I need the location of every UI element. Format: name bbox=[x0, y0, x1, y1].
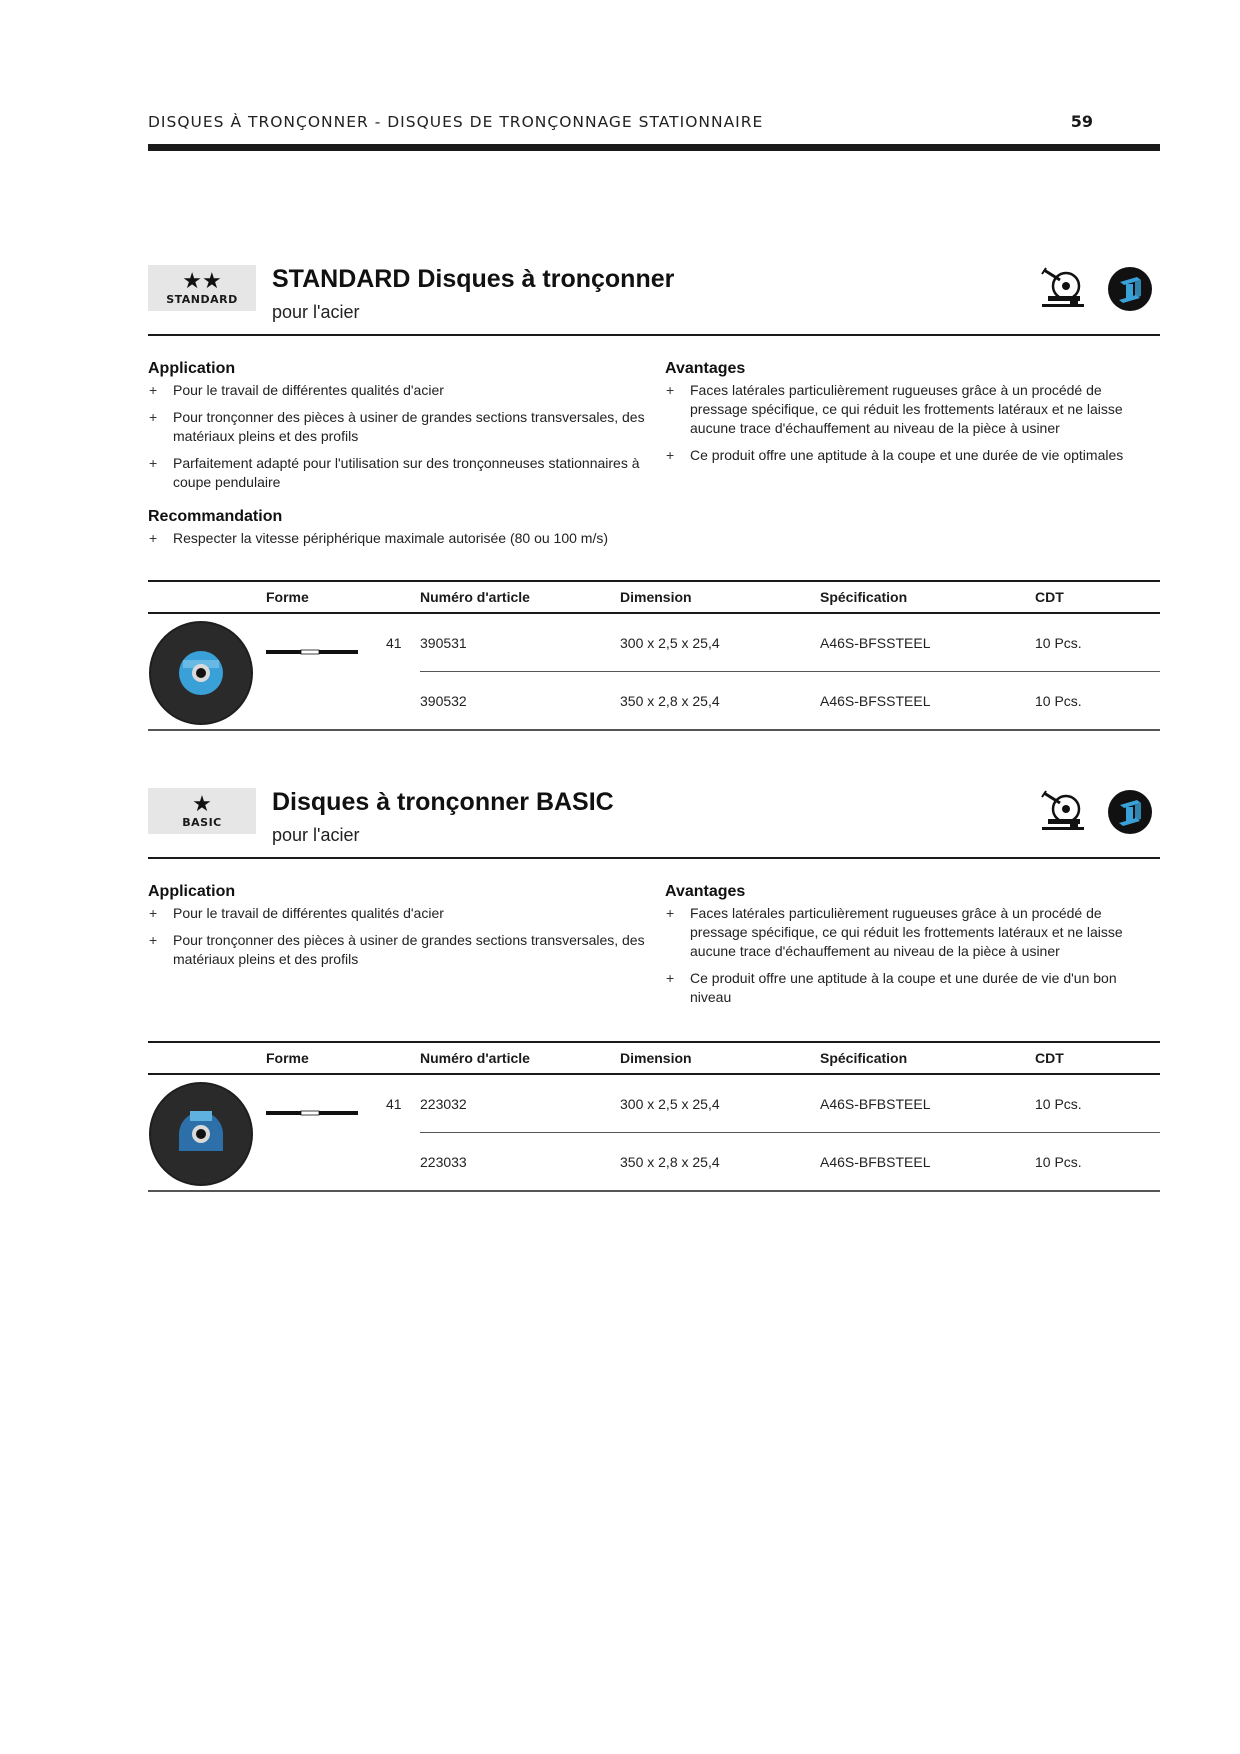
badge-stars: ★★ bbox=[182, 268, 222, 293]
list-item: + Pour le travail de différentes qualités d'acier bbox=[148, 904, 653, 923]
product-image-cell bbox=[148, 1074, 266, 1190]
col-header-specification: Spécification bbox=[820, 581, 1035, 613]
list-item: + Ce produit offre une aptitude à la coupe et une durée de vie d'un bon niveau bbox=[665, 969, 1160, 1007]
steel-material-icon bbox=[1107, 266, 1153, 312]
avantages-list bbox=[665, 904, 1160, 1007]
cdt: 10 Pcs. bbox=[1035, 1153, 1082, 1170]
table-row bbox=[148, 613, 1160, 672]
dimension: 300 x 2,5 x 25,4 bbox=[620, 613, 820, 672]
list-item: + Pour tronçonner des pièces à usiner de grandes sections transversales, des matériaux pleins et des profils bbox=[148, 931, 653, 969]
col-header-cdt: CDT bbox=[1035, 581, 1160, 613]
avantages-heading: Avantages bbox=[665, 360, 746, 377]
shape-number: 41 bbox=[386, 634, 402, 651]
badge-label: BASIC bbox=[182, 816, 222, 829]
application-section bbox=[148, 360, 653, 500]
specification: A46S-BFBSTEEL bbox=[820, 1153, 931, 1170]
cutting-disc-image bbox=[148, 1081, 254, 1187]
list-item: + Faces latérales particulièrement rugueuses grâce à un procédé de pressage spécifique, ce qui réduit les frottements latéraux et ne laisse aucune trace d'échauffement au niveau de la pièce à usiner bbox=[665, 904, 1160, 961]
col-header-forme: Forme bbox=[266, 1042, 386, 1074]
badge-label: STANDARD bbox=[166, 293, 238, 306]
avantages-list bbox=[665, 381, 1160, 465]
steel-material-icon bbox=[1107, 789, 1153, 835]
recommandation-section bbox=[148, 508, 653, 556]
col-header-dimension: Dimension bbox=[620, 581, 820, 613]
product-table bbox=[148, 580, 1160, 729]
header-rule bbox=[148, 144, 1160, 151]
application-list bbox=[148, 904, 653, 969]
avantages-heading: Avantages bbox=[665, 883, 746, 900]
quality-badge-standard bbox=[148, 265, 256, 311]
disc-profile-drawing bbox=[266, 649, 358, 655]
product-title: STANDARD Disques à tronçonner bbox=[272, 265, 675, 293]
article-number: 390532 bbox=[420, 692, 467, 709]
cdt: 10 Pcs. bbox=[1035, 1074, 1160, 1133]
page-header-title: DISQUES À TRONÇONNER - DISQUES DE TRONÇONNAGE STATIONNAIRE bbox=[148, 113, 764, 131]
list-item: + Pour tronçonner des pièces à usiner de grandes sections transversales, des matériaux pleins et des profils bbox=[148, 408, 653, 446]
list-item: + Faces latérales particulièrement rugueuses grâce à un procédé de pressage spécifique, ce qui réduit les frottements latéraux et ne laisse aucune trace d'échauffement au niveau de la pièce à usiner bbox=[665, 381, 1160, 438]
list-item: + Parfaitement adapté pour l'utilisation sur des tronçonneuses stationnaires à coupe pendulaire bbox=[148, 454, 653, 492]
recommandation-heading: Recommandation bbox=[148, 508, 283, 525]
product-image-cell bbox=[148, 613, 266, 729]
list-item: + Pour le travail de différentes qualités d'acier bbox=[148, 381, 653, 400]
product-subtitle: pour l'acier bbox=[272, 302, 360, 322]
product-title-rule bbox=[148, 334, 1160, 336]
cdt: 10 Pcs. bbox=[1035, 613, 1160, 672]
cutting-disc-image bbox=[148, 620, 254, 726]
list-item: + Respecter la vitesse périphérique maximale autorisée (80 ou 100 m/s) bbox=[148, 529, 653, 548]
page-number: 59 bbox=[1070, 112, 1093, 131]
cdt: 10 Pcs. bbox=[1035, 692, 1082, 709]
specification: A46S-BFSSTEEL bbox=[820, 613, 1035, 672]
col-header-article: Numéro d'article bbox=[420, 581, 620, 613]
col-header-specification: Spécification bbox=[820, 1042, 1035, 1074]
col-header-dimension: Dimension bbox=[620, 1042, 820, 1074]
specification: A46S-BFBSTEEL bbox=[820, 1074, 1035, 1133]
col-header-article: Numéro d'article bbox=[420, 1042, 620, 1074]
avantages-section bbox=[665, 360, 1160, 473]
dimension: 350 x 2,8 x 25,4 bbox=[620, 1153, 720, 1170]
col-header-forme: Forme bbox=[266, 581, 386, 613]
disc-profile-drawing bbox=[266, 1110, 358, 1116]
product-title-rule bbox=[148, 857, 1160, 859]
dimension: 300 x 2,5 x 25,4 bbox=[620, 1074, 820, 1133]
article-number: 390531 bbox=[420, 613, 620, 672]
shape-profile-cell bbox=[266, 613, 386, 729]
avantages-section bbox=[665, 883, 1160, 1015]
table-row bbox=[148, 1074, 1160, 1133]
product-end-rule bbox=[148, 1190, 1160, 1192]
product-end-rule bbox=[148, 729, 1160, 731]
article-number: 223033 bbox=[420, 1153, 467, 1170]
shape-profile-cell bbox=[266, 1074, 386, 1190]
quality-badge-basic bbox=[148, 788, 256, 834]
col-header-cdt: CDT bbox=[1035, 1042, 1160, 1074]
application-heading: Application bbox=[148, 883, 236, 900]
product-title: Disques à tronçonner BASIC bbox=[272, 788, 614, 816]
application-list bbox=[148, 381, 653, 492]
article-number: 223032 bbox=[420, 1074, 620, 1133]
list-item: + Ce produit offre une aptitude à la coupe et une durée de vie optimales bbox=[665, 446, 1160, 465]
application-heading: Application bbox=[148, 360, 236, 377]
chop-saw-icon bbox=[1040, 266, 1086, 312]
badge-stars: ★ bbox=[192, 791, 212, 816]
specification: A46S-BFSSTEEL bbox=[820, 692, 931, 709]
chop-saw-icon bbox=[1040, 789, 1086, 835]
shape-number: 41 bbox=[386, 1095, 402, 1112]
product-subtitle: pour l'acier bbox=[272, 825, 360, 845]
recommandation-list bbox=[148, 529, 653, 548]
dimension: 350 x 2,8 x 25,4 bbox=[620, 692, 720, 709]
product-table bbox=[148, 1041, 1160, 1190]
application-section bbox=[148, 883, 653, 977]
